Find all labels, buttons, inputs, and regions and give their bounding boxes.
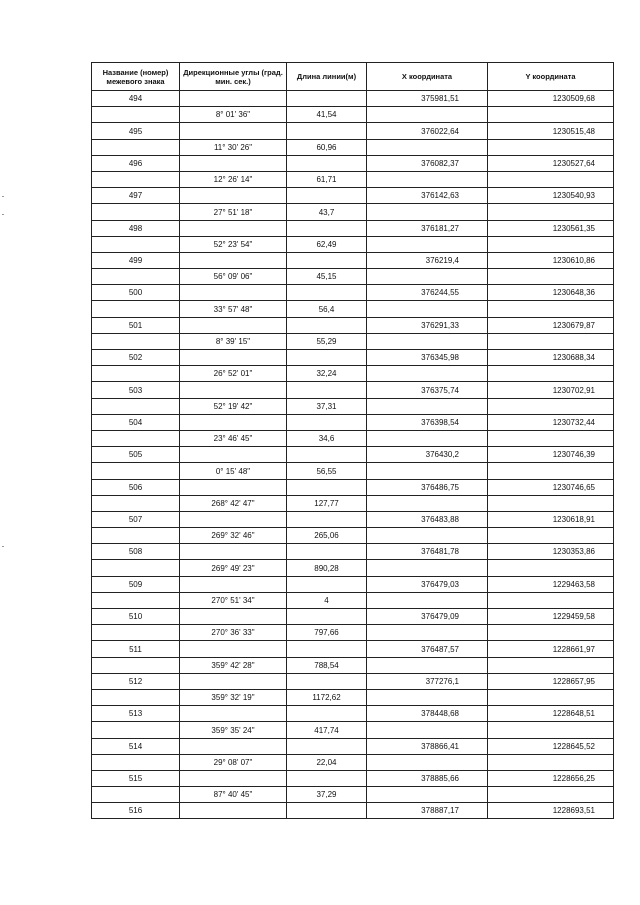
y-coordinate-cell: 1230648,36 <box>488 285 614 301</box>
point-name-cell: 500 <box>92 285 180 301</box>
x-coordinate-cell: 376082,37 <box>367 155 488 171</box>
empty-cell <box>287 155 367 171</box>
point-row <box>92 576 614 592</box>
empty-cell <box>287 738 367 754</box>
direction-angle-cell: 8° 01' 36" <box>180 107 287 123</box>
y-coordinate-cell: 1230679,87 <box>488 317 614 333</box>
point-name-cell: 494 <box>92 91 180 107</box>
point-row <box>92 91 614 107</box>
empty-cell <box>92 722 180 738</box>
empty-cell <box>367 787 488 803</box>
segment-row <box>92 236 614 252</box>
point-name-cell: 511 <box>92 641 180 657</box>
empty-cell <box>287 479 367 495</box>
empty-cell <box>287 803 367 819</box>
x-coordinate-cell: 375981,51 <box>367 91 488 107</box>
point-row <box>92 188 614 204</box>
y-coordinate-cell: 1229463,58 <box>488 576 614 592</box>
point-row <box>92 382 614 398</box>
x-coordinate-cell: 376244,55 <box>367 285 488 301</box>
empty-cell <box>287 350 367 366</box>
direction-angle-cell: 33° 57' 48" <box>180 301 287 317</box>
empty-cell <box>488 463 614 479</box>
empty-cell <box>488 366 614 382</box>
empty-cell <box>367 171 488 187</box>
point-row <box>92 414 614 430</box>
empty-cell <box>367 269 488 285</box>
empty-cell <box>180 123 287 139</box>
line-length-cell: 45,15 <box>287 269 367 285</box>
segment-row <box>92 430 614 446</box>
empty-cell <box>180 285 287 301</box>
x-coordinate-cell: 378885,66 <box>367 770 488 786</box>
empty-cell <box>92 204 180 220</box>
y-coordinate-cell: 1228657,95 <box>488 673 614 689</box>
empty-cell <box>488 204 614 220</box>
point-row <box>92 155 614 171</box>
empty-cell <box>180 188 287 204</box>
empty-cell <box>287 285 367 301</box>
point-row <box>92 673 614 689</box>
point-name-cell: 502 <box>92 350 180 366</box>
empty-cell <box>287 576 367 592</box>
segment-row <box>92 333 614 349</box>
empty-cell <box>92 787 180 803</box>
point-name-cell: 509 <box>92 576 180 592</box>
scan-mark <box>2 546 4 547</box>
line-length-cell: 60,96 <box>287 139 367 155</box>
empty-cell <box>488 528 614 544</box>
empty-cell <box>488 625 614 641</box>
empty-cell <box>180 641 287 657</box>
x-coordinate-cell: 378887,17 <box>367 803 488 819</box>
point-name-cell: 496 <box>92 155 180 171</box>
empty-cell <box>488 787 614 803</box>
header-row <box>92 63 614 91</box>
direction-angle-cell: 29° 08' 07" <box>180 754 287 770</box>
empty-cell <box>287 544 367 560</box>
empty-cell <box>488 560 614 576</box>
empty-cell <box>92 689 180 705</box>
point-name-cell: 499 <box>92 252 180 268</box>
x-coordinate-cell: 378866,41 <box>367 738 488 754</box>
empty-cell <box>287 188 367 204</box>
point-name-cell: 508 <box>92 544 180 560</box>
empty-cell <box>287 123 367 139</box>
x-coordinate-cell: 376375,74 <box>367 382 488 398</box>
direction-angle-cell: 11° 30' 26" <box>180 139 287 155</box>
x-coordinate-cell: 376022,64 <box>367 123 488 139</box>
empty-cell <box>287 414 367 430</box>
empty-cell <box>367 236 488 252</box>
point-row <box>92 350 614 366</box>
point-row <box>92 641 614 657</box>
empty-cell <box>367 560 488 576</box>
empty-cell <box>488 333 614 349</box>
direction-angle-cell: 269° 32' 46" <box>180 528 287 544</box>
empty-cell <box>287 770 367 786</box>
line-length-cell: 797,66 <box>287 625 367 641</box>
direction-angle-cell: 269° 49' 23" <box>180 560 287 576</box>
y-coordinate-cell: 1230527,64 <box>488 155 614 171</box>
point-name-cell: 498 <box>92 220 180 236</box>
empty-cell <box>367 139 488 155</box>
empty-cell <box>287 447 367 463</box>
empty-cell <box>488 107 614 123</box>
empty-cell <box>92 463 180 479</box>
x-coordinate-cell: 376398,54 <box>367 414 488 430</box>
empty-cell <box>287 252 367 268</box>
empty-cell <box>367 689 488 705</box>
empty-cell <box>92 528 180 544</box>
direction-angle-cell: 26° 52' 01" <box>180 366 287 382</box>
empty-cell <box>92 333 180 349</box>
y-coordinate-cell: 1230610,86 <box>488 252 614 268</box>
y-coordinate-cell: 1230509,68 <box>488 91 614 107</box>
point-name-cell: 505 <box>92 447 180 463</box>
empty-cell <box>367 528 488 544</box>
line-length-cell: 788,54 <box>287 657 367 673</box>
point-name-cell: 495 <box>92 123 180 139</box>
empty-cell <box>287 220 367 236</box>
scan-mark <box>2 196 4 197</box>
point-name-cell: 497 <box>92 188 180 204</box>
segment-row <box>92 107 614 123</box>
empty-cell <box>180 382 287 398</box>
empty-cell <box>180 220 287 236</box>
line-length-cell: 55,29 <box>287 333 367 349</box>
y-coordinate-cell: 1229459,58 <box>488 609 614 625</box>
point-row <box>92 706 614 722</box>
empty-cell <box>180 317 287 333</box>
direction-angle-cell: 270° 36' 33" <box>180 625 287 641</box>
line-length-cell: 43,7 <box>287 204 367 220</box>
empty-cell <box>92 301 180 317</box>
scan-mark <box>2 214 4 215</box>
x-coordinate-cell: 376181,27 <box>367 220 488 236</box>
segment-row <box>92 269 614 285</box>
segment-row <box>92 301 614 317</box>
empty-cell <box>180 252 287 268</box>
direction-angle-cell: 359° 42' 28" <box>180 657 287 673</box>
empty-cell <box>180 511 287 527</box>
empty-cell <box>92 560 180 576</box>
line-length-cell: 56,55 <box>287 463 367 479</box>
direction-angle-cell: 56° 09' 06" <box>180 269 287 285</box>
segment-row <box>92 754 614 770</box>
empty-cell <box>180 544 287 560</box>
y-coordinate-cell: 1228648,51 <box>488 706 614 722</box>
empty-cell <box>180 706 287 722</box>
y-coordinate-cell: 1230515,48 <box>488 123 614 139</box>
empty-cell <box>180 414 287 430</box>
empty-cell <box>488 398 614 414</box>
segment-row <box>92 139 614 155</box>
empty-cell <box>180 447 287 463</box>
empty-cell <box>367 430 488 446</box>
header-x: X координата <box>367 63 488 91</box>
y-coordinate-cell: 1228661,97 <box>488 641 614 657</box>
boundary-coordinates-table <box>91 62 614 819</box>
empty-cell <box>180 576 287 592</box>
x-coordinate-cell: 376483,88 <box>367 511 488 527</box>
point-name-cell: 504 <box>92 414 180 430</box>
x-coordinate-cell: 376481,78 <box>367 544 488 560</box>
empty-cell <box>180 609 287 625</box>
empty-cell <box>92 495 180 511</box>
point-name-cell: 513 <box>92 706 180 722</box>
point-name-cell: 516 <box>92 803 180 819</box>
y-coordinate-cell: 1228693,51 <box>488 803 614 819</box>
point-name-cell: 501 <box>92 317 180 333</box>
empty-cell <box>287 673 367 689</box>
empty-cell <box>92 398 180 414</box>
line-length-cell: 61,71 <box>287 171 367 187</box>
empty-cell <box>488 139 614 155</box>
y-coordinate-cell: 1228645,52 <box>488 738 614 754</box>
empty-cell <box>488 269 614 285</box>
point-name-cell: 503 <box>92 382 180 398</box>
x-coordinate-cell: 376142,63 <box>367 188 488 204</box>
y-coordinate-cell: 1228656,25 <box>488 770 614 786</box>
point-row <box>92 770 614 786</box>
table-body <box>92 91 614 819</box>
empty-cell <box>92 139 180 155</box>
empty-cell <box>367 301 488 317</box>
direction-angle-cell: 52° 23' 54" <box>180 236 287 252</box>
empty-cell <box>92 625 180 641</box>
line-length-cell: 37,31 <box>287 398 367 414</box>
point-row <box>92 479 614 495</box>
y-coordinate-cell: 1230618,91 <box>488 511 614 527</box>
empty-cell <box>367 398 488 414</box>
direction-angle-cell: 87° 40' 45" <box>180 787 287 803</box>
empty-cell <box>92 754 180 770</box>
point-name-cell: 514 <box>92 738 180 754</box>
header-name: Название (номер) межевого знака <box>92 63 180 91</box>
empty-cell <box>287 706 367 722</box>
line-length-cell: 41,54 <box>287 107 367 123</box>
empty-cell <box>367 592 488 608</box>
x-coordinate-cell: 376219,4 <box>367 252 488 268</box>
segment-row <box>92 689 614 705</box>
empty-cell <box>287 382 367 398</box>
header-y: Y координата <box>488 63 614 91</box>
empty-cell <box>488 236 614 252</box>
y-coordinate-cell: 1230561,35 <box>488 220 614 236</box>
line-length-cell: 32,24 <box>287 366 367 382</box>
x-coordinate-cell: 378448,68 <box>367 706 488 722</box>
empty-cell <box>488 301 614 317</box>
segment-row <box>92 625 614 641</box>
direction-angle-cell: 268° 42' 47" <box>180 495 287 511</box>
point-row <box>92 609 614 625</box>
header-angle: Дирекционные углы (град. мин. сек.) <box>180 63 287 91</box>
segment-row <box>92 722 614 738</box>
direction-angle-cell: 270° 51' 34" <box>180 592 287 608</box>
empty-cell <box>180 479 287 495</box>
y-coordinate-cell: 1230732,44 <box>488 414 614 430</box>
empty-cell <box>488 495 614 511</box>
empty-cell <box>287 609 367 625</box>
x-coordinate-cell: 376479,09 <box>367 609 488 625</box>
y-coordinate-cell: 1230688,34 <box>488 350 614 366</box>
empty-cell <box>488 722 614 738</box>
empty-cell <box>92 657 180 673</box>
point-row <box>92 252 614 268</box>
point-row <box>92 123 614 139</box>
empty-cell <box>92 269 180 285</box>
empty-cell <box>92 592 180 608</box>
direction-angle-cell: 8° 39' 15" <box>180 333 287 349</box>
segment-row <box>92 657 614 673</box>
empty-cell <box>92 430 180 446</box>
point-row <box>92 511 614 527</box>
x-coordinate-cell: 376430,2 <box>367 447 488 463</box>
y-coordinate-cell: 1230746,65 <box>488 479 614 495</box>
empty-cell <box>287 641 367 657</box>
point-row <box>92 447 614 463</box>
segment-row <box>92 366 614 382</box>
x-coordinate-cell: 376487,57 <box>367 641 488 657</box>
point-row <box>92 738 614 754</box>
direction-angle-cell: 27° 51' 18" <box>180 204 287 220</box>
empty-cell <box>367 333 488 349</box>
empty-cell <box>180 673 287 689</box>
empty-cell <box>488 657 614 673</box>
x-coordinate-cell: 376291,33 <box>367 317 488 333</box>
empty-cell <box>92 107 180 123</box>
empty-cell <box>367 625 488 641</box>
x-coordinate-cell: 376486,75 <box>367 479 488 495</box>
point-name-cell: 512 <box>92 673 180 689</box>
point-row <box>92 317 614 333</box>
y-coordinate-cell: 1230353,86 <box>488 544 614 560</box>
segment-row <box>92 528 614 544</box>
y-coordinate-cell: 1230702,91 <box>488 382 614 398</box>
header-length: Длина линии(м) <box>287 63 367 91</box>
point-name-cell: 510 <box>92 609 180 625</box>
segment-row <box>92 787 614 803</box>
empty-cell <box>488 592 614 608</box>
empty-cell <box>287 511 367 527</box>
y-coordinate-cell: 1230540,93 <box>488 188 614 204</box>
empty-cell <box>367 463 488 479</box>
y-coordinate-cell: 1230746,39 <box>488 447 614 463</box>
direction-angle-cell: 12° 26' 14" <box>180 171 287 187</box>
empty-cell <box>92 236 180 252</box>
empty-cell <box>488 171 614 187</box>
segment-row <box>92 171 614 187</box>
line-length-cell: 4 <box>287 592 367 608</box>
empty-cell <box>367 204 488 220</box>
line-length-cell: 127,77 <box>287 495 367 511</box>
empty-cell <box>287 91 367 107</box>
x-coordinate-cell: 377276,1 <box>367 673 488 689</box>
empty-cell <box>287 317 367 333</box>
empty-cell <box>488 689 614 705</box>
line-length-cell: 1172,62 <box>287 689 367 705</box>
empty-cell <box>367 657 488 673</box>
line-length-cell: 417,74 <box>287 722 367 738</box>
line-length-cell: 62,49 <box>287 236 367 252</box>
point-name-cell: 506 <box>92 479 180 495</box>
direction-angle-cell: 52° 19' 42" <box>180 398 287 414</box>
empty-cell <box>180 91 287 107</box>
direction-angle-cell: 359° 35' 24" <box>180 722 287 738</box>
empty-cell <box>92 366 180 382</box>
empty-cell <box>367 366 488 382</box>
point-name-cell: 507 <box>92 511 180 527</box>
empty-cell <box>367 495 488 511</box>
point-row <box>92 220 614 236</box>
line-length-cell: 56,4 <box>287 301 367 317</box>
point-row <box>92 285 614 301</box>
segment-row <box>92 398 614 414</box>
line-length-cell: 34,6 <box>287 430 367 446</box>
x-coordinate-cell: 376479,03 <box>367 576 488 592</box>
empty-cell <box>488 754 614 770</box>
line-length-cell: 37,29 <box>287 787 367 803</box>
point-row <box>92 544 614 560</box>
segment-row <box>92 463 614 479</box>
empty-cell <box>180 155 287 171</box>
empty-cell <box>367 107 488 123</box>
line-length-cell: 22,04 <box>287 754 367 770</box>
empty-cell <box>367 754 488 770</box>
segment-row <box>92 495 614 511</box>
empty-cell <box>367 722 488 738</box>
empty-cell <box>180 803 287 819</box>
empty-cell <box>92 171 180 187</box>
segment-row <box>92 560 614 576</box>
line-length-cell: 265,06 <box>287 528 367 544</box>
point-row <box>92 803 614 819</box>
empty-cell <box>180 350 287 366</box>
line-length-cell: 890,28 <box>287 560 367 576</box>
segment-row <box>92 204 614 220</box>
point-name-cell: 515 <box>92 770 180 786</box>
direction-angle-cell: 23° 46' 45" <box>180 430 287 446</box>
direction-angle-cell: 359° 32' 19" <box>180 689 287 705</box>
empty-cell <box>180 738 287 754</box>
x-coordinate-cell: 376345,98 <box>367 350 488 366</box>
segment-row <box>92 592 614 608</box>
empty-cell <box>180 770 287 786</box>
direction-angle-cell: 0° 15' 48" <box>180 463 287 479</box>
empty-cell <box>488 430 614 446</box>
